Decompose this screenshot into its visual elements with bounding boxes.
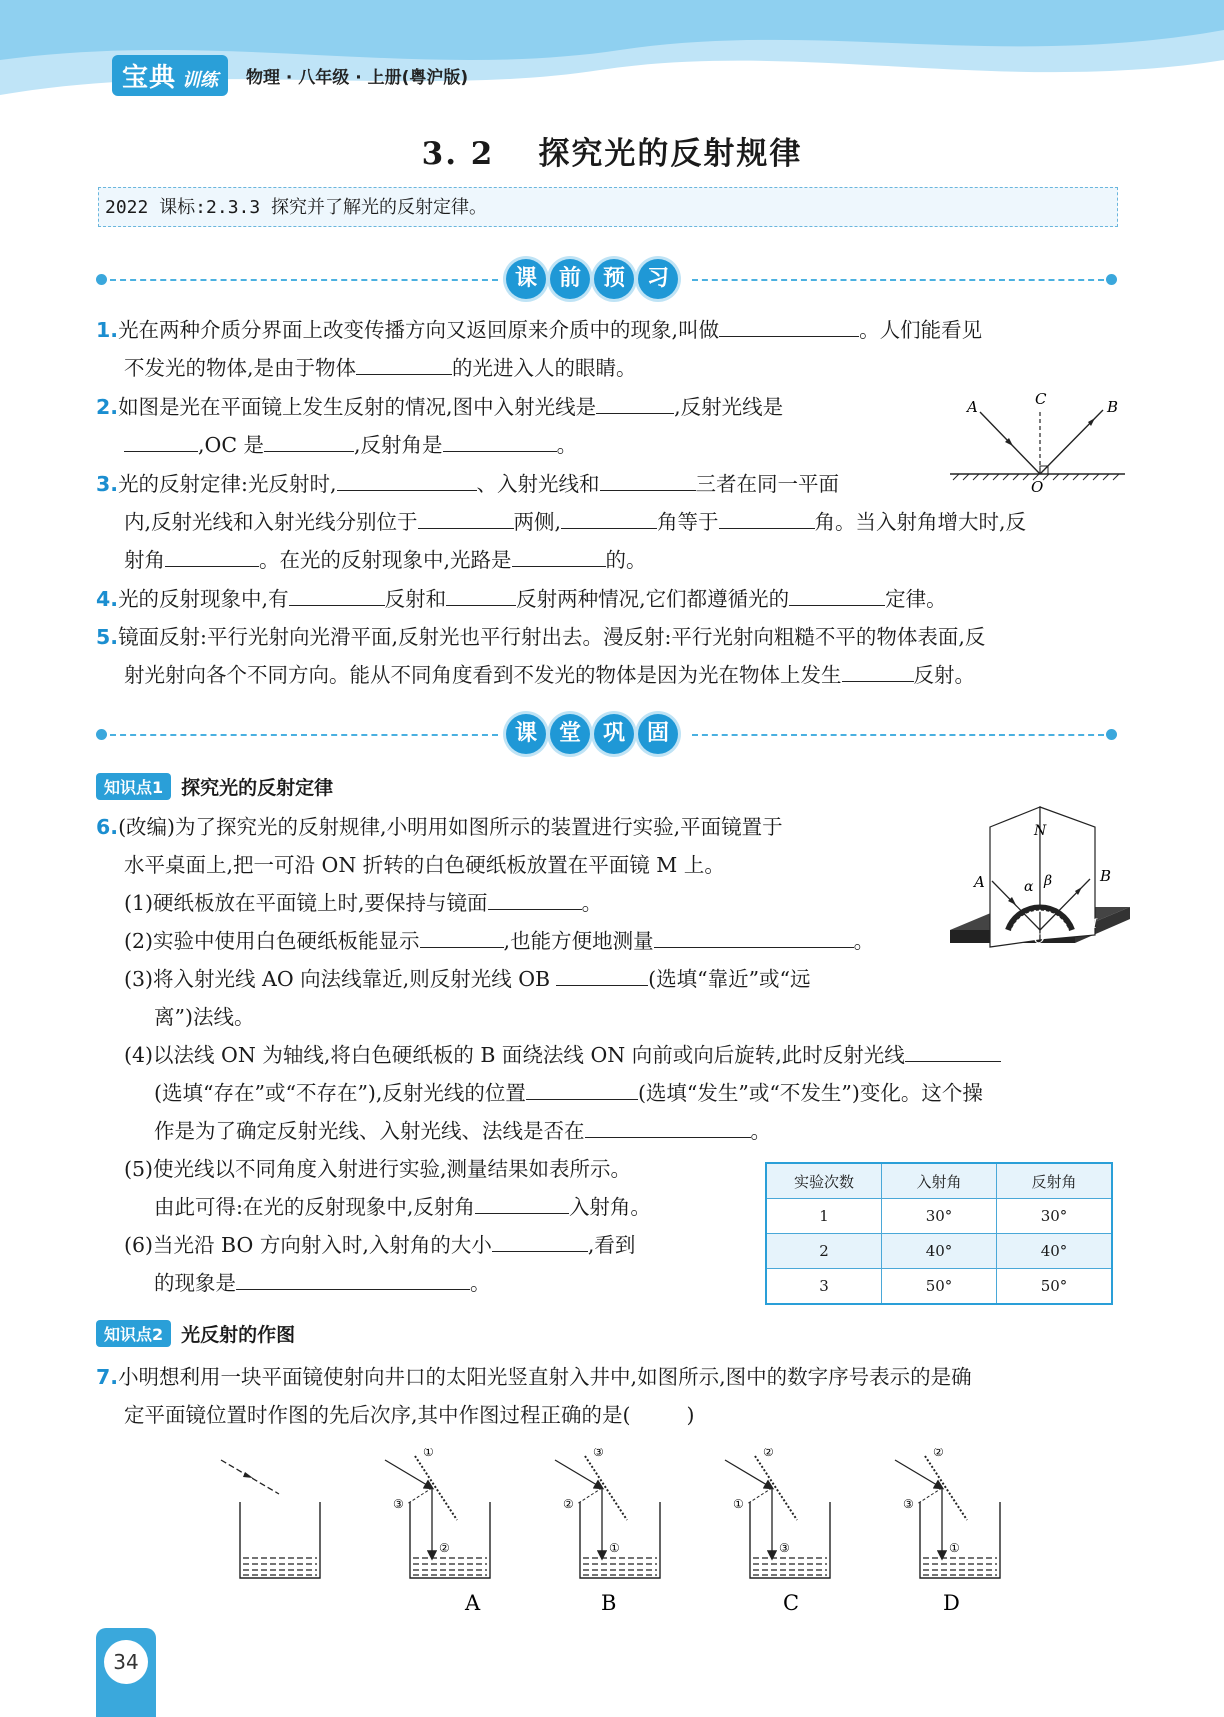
q-text: (选填“发生”或“不发生”)变化。这个操 <box>637 1081 983 1105</box>
label-a: A <box>967 398 978 416</box>
label-o: O <box>1034 932 1045 947</box>
option-c-figure <box>725 1448 830 1578</box>
brand-logo <box>112 55 228 96</box>
answer-blank[interactable] <box>526 1077 638 1100</box>
experiment-apparatus-diagram <box>950 795 1132 965</box>
question-7 <box>96 1358 1136 1434</box>
q-text: (3)将入射光线 AO 向法线靠近,则反射光线 OB <box>124 967 551 991</box>
q-text: (2)实验中使用白色硬纸板能显示 <box>124 929 420 953</box>
section-divider-right <box>692 734 1104 736</box>
q-text: 射角 <box>124 548 165 572</box>
brand-main-text: 宝典 <box>122 62 177 93</box>
label-n: N <box>1034 823 1047 839</box>
step-label: ③ <box>393 1497 404 1511</box>
answer-blank[interactable] <box>512 544 606 567</box>
q-text: (改编)为了探究光的反射规律,小明用如图所示的装置进行实验,平面镜置于 <box>118 815 783 839</box>
q-text: 入射角。 <box>568 1195 651 1219</box>
q-text: (1)硬纸板放在平面镜上时,要保持与镜面 <box>124 891 488 915</box>
step-label: ③ <box>903 1497 914 1511</box>
kp-tag: 知识点1 <box>96 773 171 800</box>
q-text: ,反射角是 <box>354 433 443 457</box>
answer-blank[interactable] <box>488 887 582 910</box>
q-text: ) <box>686 1403 695 1427</box>
answer-blank[interactable] <box>475 1191 569 1214</box>
question-number: 5. <box>96 625 119 649</box>
label-beta: β <box>1044 873 1053 889</box>
answer-blank[interactable] <box>165 544 259 567</box>
q-text: 的。 <box>605 548 647 572</box>
question-1 <box>96 311 1136 387</box>
q-text: 、入射光线和 <box>476 472 600 496</box>
table-cell: 50° <box>882 1269 997 1305</box>
q-text: (6)当光沿 BO 方向射入时,入射角的大小 <box>124 1233 492 1257</box>
answer-blank[interactable] <box>905 1039 1001 1062</box>
answer-blank[interactable] <box>337 468 477 491</box>
question-number: 1. <box>96 318 119 342</box>
answer-blank[interactable] <box>289 583 385 606</box>
section-dot-left <box>96 729 107 740</box>
label-m: M <box>1084 917 1098 932</box>
q-text: ,也能方便地测量 <box>503 929 654 953</box>
answer-blank[interactable] <box>356 352 452 375</box>
table-cell: 30° <box>997 1199 1113 1234</box>
results-table <box>765 1162 1113 1305</box>
page-title <box>0 128 1224 173</box>
answer-blank[interactable] <box>600 468 696 491</box>
q-text: 反射。 <box>913 663 975 687</box>
q-text: 。 <box>556 433 578 457</box>
q-text: (5)使光线以不同角度入射进行实验,测量结果如表所示。 <box>124 1157 632 1181</box>
table-cell: 2 <box>766 1234 882 1269</box>
q-text: 。在光的反射现象中,光路是 <box>259 548 512 572</box>
kp-title: 光反射的作图 <box>181 1324 296 1346</box>
q-text: 。 <box>750 1119 771 1143</box>
section-char: 预 <box>594 259 634 299</box>
q-text: 定律。 <box>885 587 947 611</box>
step-label: ① <box>949 1541 960 1555</box>
answer-blank[interactable] <box>418 506 514 529</box>
q-text: 反射和 <box>384 587 447 611</box>
table-cell: 50° <box>997 1269 1113 1305</box>
step-label: ② <box>563 1497 574 1511</box>
section-char: 习 <box>638 259 678 299</box>
step-label: ② <box>763 1448 774 1459</box>
q-text: 小明想利用一块平面镜使射向井口的太阳光竖直射入井中,如图所示,图中的数字序号表示的是确 <box>118 1365 972 1389</box>
q-text: 离”)法线。 <box>154 1005 255 1029</box>
q-text: 不发光的物体,是由于物体 <box>124 356 357 380</box>
q-text: 定平面镜位置时作图的先后次序,其中作图过程正确的是( <box>124 1403 631 1427</box>
q-text: 三者在同一平面 <box>695 472 839 496</box>
q-text: 的光进入人的眼睛。 <box>452 356 637 380</box>
answer-blank[interactable] <box>842 659 914 682</box>
section-char: 堂 <box>550 714 590 754</box>
q-text: 内,反射光线和入射光线分别位于 <box>124 510 418 534</box>
table-cell: 30° <box>882 1199 997 1234</box>
answer-blank[interactable] <box>446 583 516 606</box>
q-text: 。 <box>853 929 875 953</box>
q-text: 作是为了确定反射光线、入射光线、法线是否在 <box>154 1119 585 1143</box>
answer-blank[interactable] <box>124 429 198 452</box>
label-c: C <box>1035 390 1047 408</box>
label-a: A <box>974 873 985 891</box>
q-text: 如图是光在平面镜上发生反射的情况,图中入射光线是 <box>118 395 597 419</box>
section-divider-left <box>110 279 498 281</box>
option-b-label[interactable]: B <box>601 1591 617 1615</box>
original-well <box>221 1460 320 1578</box>
table-cell: 40° <box>997 1234 1113 1269</box>
header-brand <box>112 58 468 92</box>
table-row <box>766 1234 1112 1269</box>
step-label: ② <box>439 1541 450 1555</box>
question-5 <box>96 618 1136 694</box>
answer-blank[interactable] <box>443 429 557 452</box>
knowledge-point-1 <box>96 773 333 800</box>
q-text: 角。当入射角增大时,反 <box>814 510 1027 534</box>
option-c-label[interactable]: C <box>783 1591 800 1615</box>
q-text: 光在两种介质分界面上改变传播方向又返回原来介质中的现象,叫做 <box>118 318 720 342</box>
kp-title: 探究光的反射定律 <box>181 777 334 799</box>
table-header: 入射角 <box>882 1163 997 1199</box>
option-a-figure <box>385 1448 490 1578</box>
q-text: (选填“靠近”或“远 <box>648 967 811 991</box>
table-header-row <box>766 1163 1112 1199</box>
question-number: 6. <box>96 815 119 839</box>
question-number: 3. <box>96 472 119 496</box>
option-d-label[interactable]: D <box>943 1591 960 1615</box>
answer-blank[interactable] <box>420 925 504 948</box>
q-text: 光的反射现象中,有 <box>118 587 289 611</box>
step-label: ③ <box>593 1448 604 1459</box>
step-label: ③ <box>779 1541 790 1555</box>
well-diagrams <box>215 1448 1135 1618</box>
kp-tag: 知识点2 <box>96 1320 171 1347</box>
section-heading-preview <box>506 259 678 299</box>
table-header: 反射角 <box>997 1163 1113 1199</box>
label-b: B <box>1100 867 1112 885</box>
section-char: 固 <box>638 714 678 754</box>
question-2 <box>96 388 936 464</box>
option-d-figure <box>895 1448 1000 1578</box>
section-number: 3. 2 <box>421 136 495 172</box>
step-label: ② <box>933 1448 944 1459</box>
section-dot-right <box>1106 729 1117 740</box>
table-header: 实验次数 <box>766 1163 882 1199</box>
step-label: ① <box>423 1448 434 1459</box>
option-b-figure <box>555 1448 660 1578</box>
q-text: 由此可得:在光的反射现象中,反射角 <box>154 1195 475 1219</box>
answer-blank[interactable] <box>719 506 815 529</box>
knowledge-point-2 <box>96 1320 295 1347</box>
table-row <box>766 1199 1112 1234</box>
q-text: 。 <box>470 1271 491 1295</box>
question-3 <box>96 465 1136 579</box>
q-text: ,看到 <box>587 1233 636 1257</box>
answer-blank[interactable] <box>654 925 854 948</box>
question-4 <box>96 580 1136 618</box>
section-char: 课 <box>506 259 546 299</box>
answer-blank[interactable] <box>585 1115 751 1138</box>
q-text: ,OC 是 <box>198 433 265 457</box>
option-a-label[interactable]: A <box>465 1591 481 1615</box>
question-number: 7. <box>96 1365 119 1389</box>
question-number: 4. <box>96 587 119 611</box>
step-label: ① <box>733 1497 744 1511</box>
section-dot-left <box>96 274 107 285</box>
section-divider-right <box>692 279 1104 281</box>
step-label: ① <box>609 1541 620 1555</box>
table-cell: 40° <box>882 1234 997 1269</box>
label-alpha: α <box>1024 879 1034 895</box>
q-text: 。人们能看见 <box>859 318 983 342</box>
answer-blank[interactable] <box>719 314 859 337</box>
answer-blank[interactable] <box>264 429 354 452</box>
question-number: 2. <box>96 395 119 419</box>
section-char: 前 <box>550 259 590 299</box>
q-text: 光的反射定律:光反射时, <box>118 472 337 496</box>
section-title: 探究光的反射规律 <box>538 136 803 172</box>
section-dot-right <box>1106 274 1117 285</box>
page-number: 34 <box>104 1640 148 1684</box>
q-text: (4)以法线 ON 为轴线,将白色硬纸板的 B 面绕法线 ON 向前或向后旋转,此时反射光线 <box>124 1043 905 1067</box>
label-o: O <box>1031 478 1044 496</box>
q-text: 角等于 <box>657 510 719 534</box>
section-divider-left <box>110 734 498 736</box>
answer-blank[interactable] <box>596 391 674 414</box>
subject-text: 物理 · 八年级 · 上册(粤沪版) <box>246 67 469 88</box>
label-b: B <box>1107 398 1119 416</box>
q-text: 。 <box>581 891 603 915</box>
table-row <box>766 1269 1112 1305</box>
curriculum-standard-box: 2022 课标:2.3.3 探究并了解光的反射定律。 <box>98 187 1118 227</box>
brand-sub-text: 训练 <box>182 69 219 91</box>
q-text: 水平桌面上,把一可沿 ON 折转的白色硬纸板放置在平面镜 M 上。 <box>124 853 725 877</box>
q-text: 镜面反射:平行光射向光滑平面,反射光也平行射出去。漫反射:平行光射向粗糙不平的物体表面,反 <box>118 625 986 649</box>
q-text: 的现象是 <box>154 1271 236 1295</box>
q-text: 两侧, <box>513 510 562 534</box>
q-text: 射光射向各个不同方向。能从不同角度看到不发光的物体是因为光在物体上发生 <box>124 663 842 687</box>
answer-blank[interactable] <box>561 506 657 529</box>
table-cell: 3 <box>766 1269 882 1305</box>
answer-blank[interactable] <box>556 963 648 986</box>
answer-blank[interactable] <box>236 1267 470 1290</box>
answer-blank[interactable] <box>789 583 885 606</box>
answer-blank[interactable] <box>492 1229 588 1252</box>
q-text: 反射两种情况,它们都遵循光的 <box>516 587 790 611</box>
table-cell: 1 <box>766 1199 882 1234</box>
q-text: (选填“存在”或“不存在”),反射光线的位置 <box>154 1081 526 1105</box>
section-char: 课 <box>506 714 546 754</box>
section-heading-consolidate <box>506 714 678 754</box>
q-text: ,反射光线是 <box>674 395 784 419</box>
section-char: 巩 <box>594 714 634 754</box>
